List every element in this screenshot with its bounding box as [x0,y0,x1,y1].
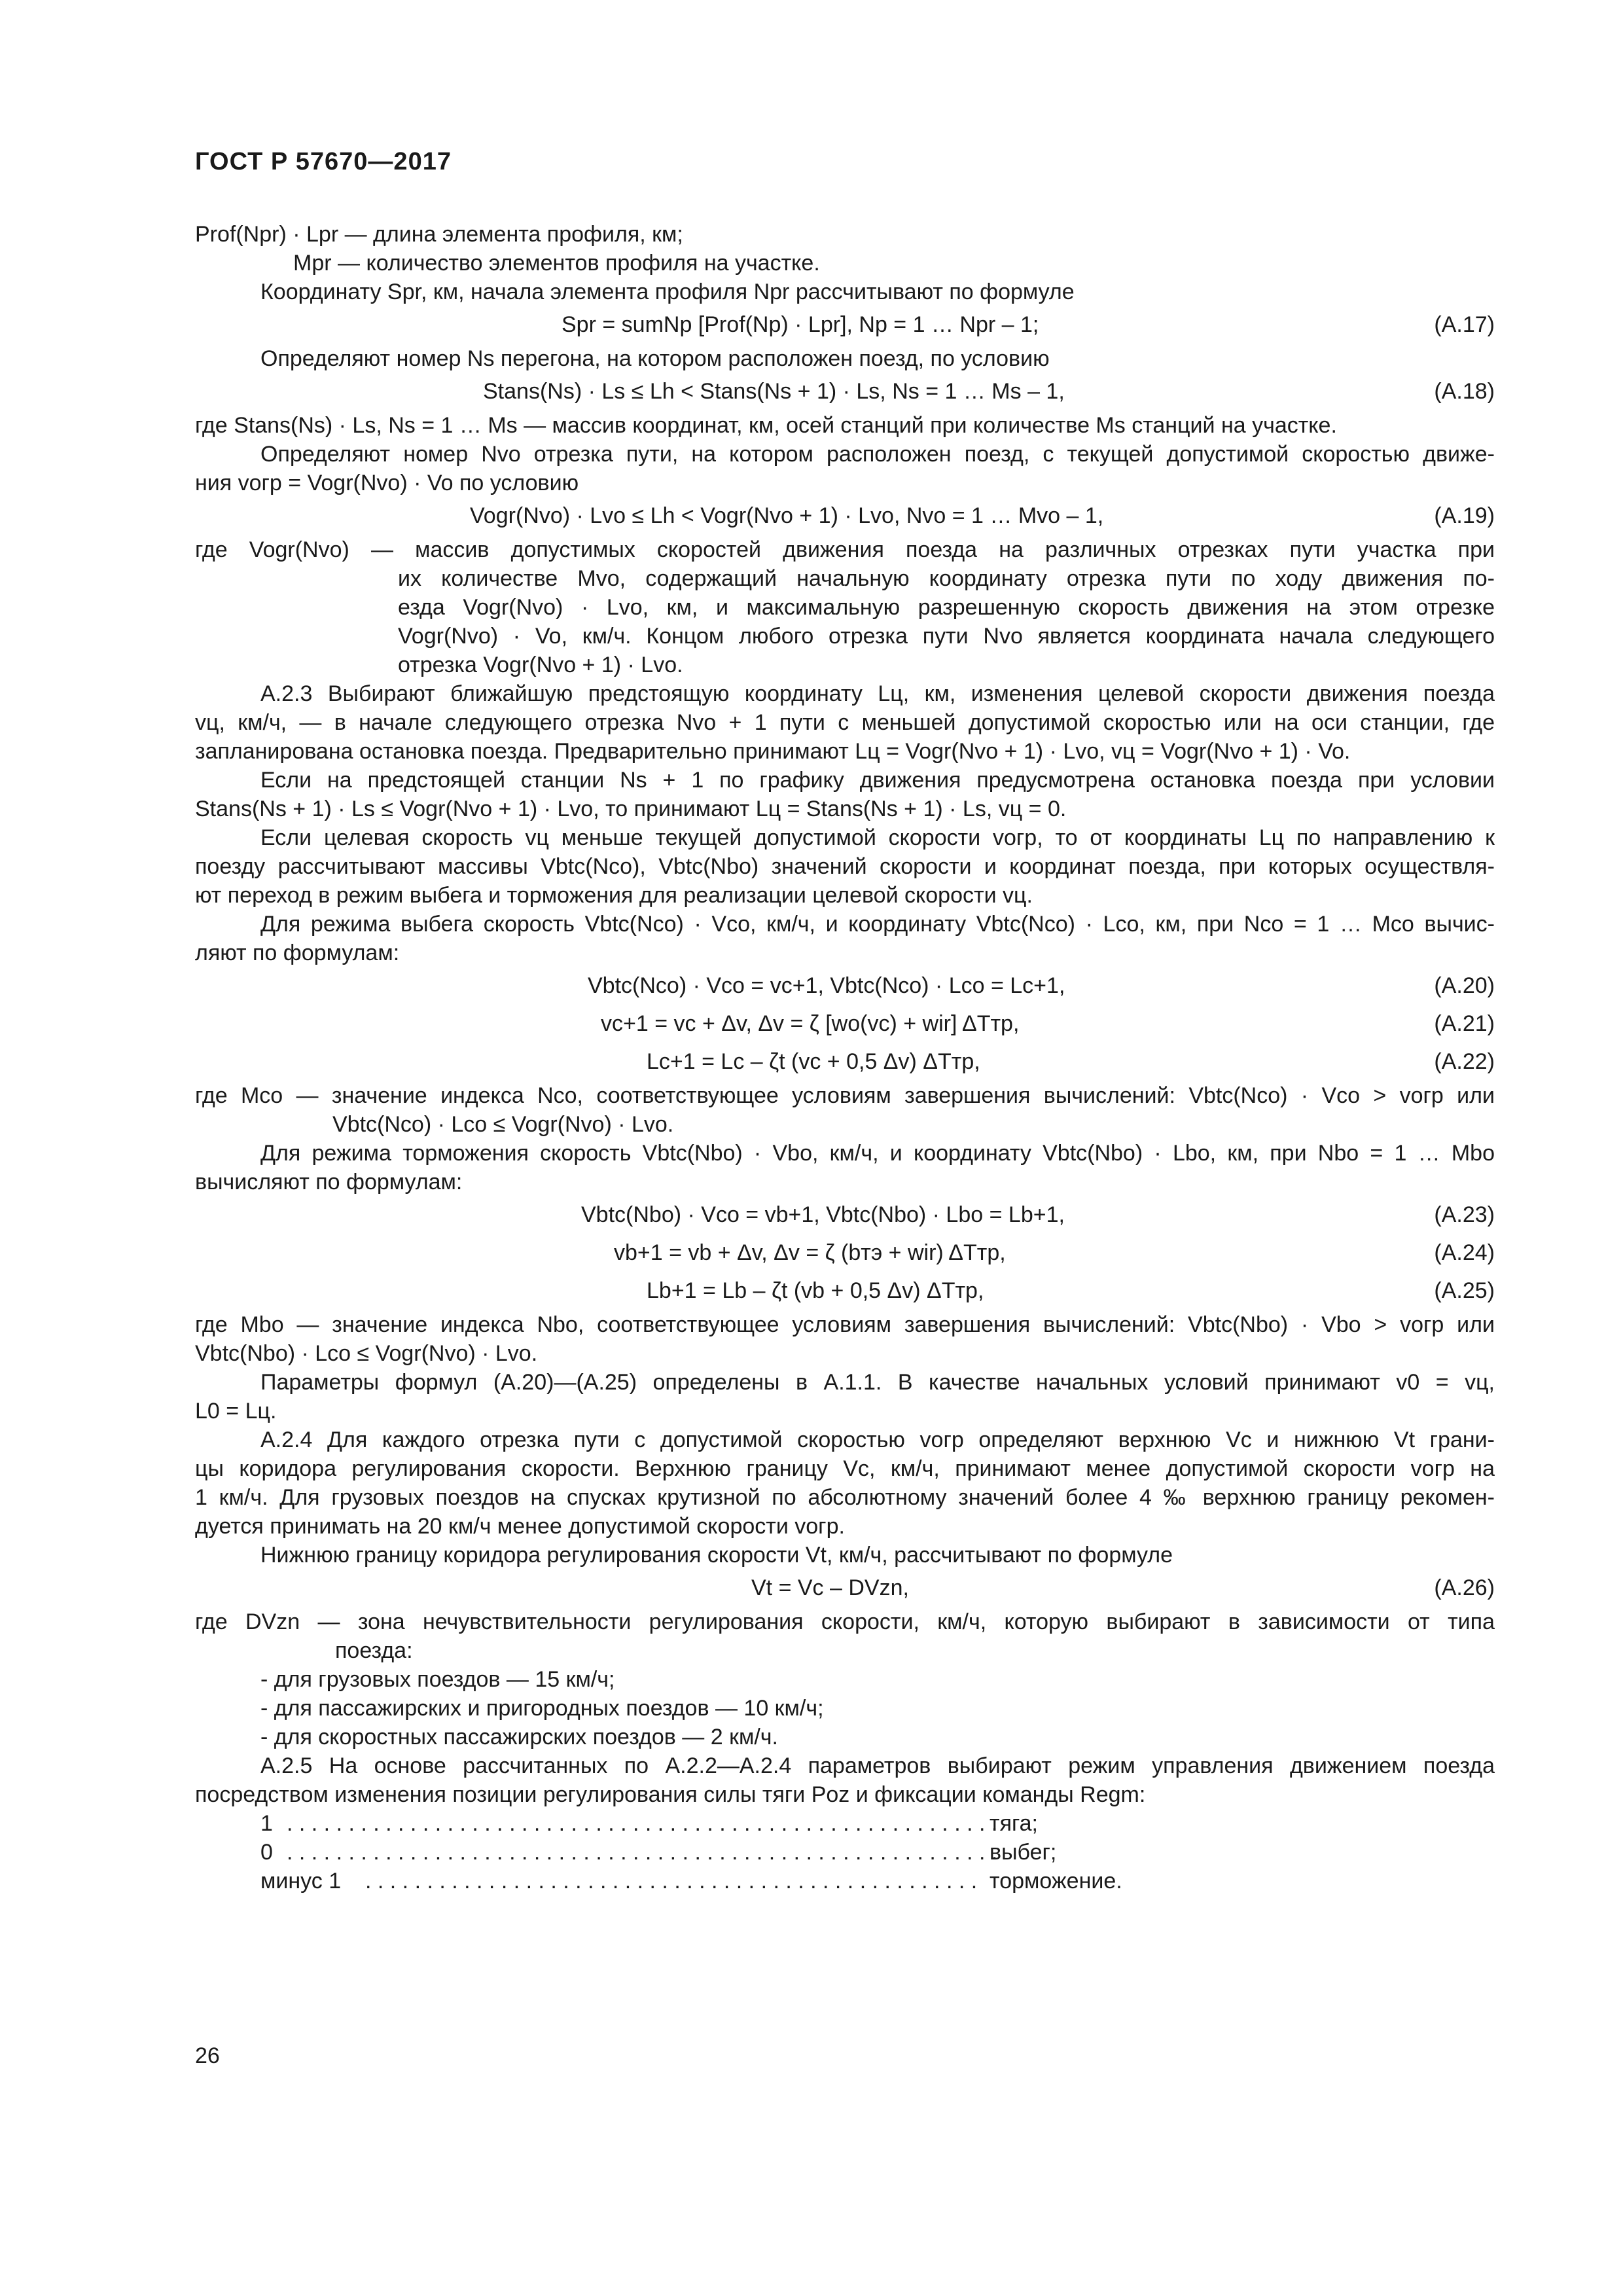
equation-row [195,1570,1495,1607]
equation-row [195,1043,1495,1081]
equation: Stans(Ns) · Ls ≤ Lh < Stans(Ns + 1) · Ls, Ns = 1 … Ms – 1, [483,379,1065,404]
text-line: ют переход в режим выбега и торможения для реализации целевой скорости vц. [195,883,1033,908]
equation-row [195,1005,1495,1043]
regime-label: выбег; [990,1840,1057,1865]
text-line: где Mbo — значение индекса Nbo, соответствующее условиям завершения вычислений: Vbtc(Nbo) · Vbo > vогр или [195,1312,1495,1337]
text-line: ляют по формулам: [195,941,400,965]
text-line: Параметры формул (А.20)—(А.25) определены в А.1.1. В качестве начальных условий принимают v0 = vц, [260,1370,1495,1395]
text-line: где Vogr(Nvo) — массив допустимых скоростей движения поезда на различных отрезках пути участка при [195,537,1495,562]
text-line: Если целевая скорость vц меньше текущей допустимой скорости vогр, то от координаты Lц по направлению к [260,825,1495,850]
regime-row [195,1867,1495,1895]
equation-row [195,1234,1495,1272]
equation-number: (А.17) [1434,312,1495,337]
text-line: их количестве Mvo, содержащий начальную координату отрезка пути по ходу движения по- [398,566,1495,591]
text-line: А.2.5 На основе рассчитанных по А.2.2—А.2.4 параметров выбирают режим управления движением поезда [260,1753,1495,1778]
text-line: езда Vogr(Nvo) · Lvo, км, и максимальную разрешенную скорость движения на этом отрезке [398,595,1495,620]
equation-number: (А.21) [1434,1011,1495,1036]
equation-row [195,1196,1495,1234]
equation: Vbtc(Nbo) · Vco = vb+1, Vbtc(Nbo) · Lbo = Lb+1, [581,1202,1065,1227]
equation-number: (А.25) [1434,1278,1495,1303]
regime-value: 1 [260,1811,273,1836]
text-line: Для режима торможения скорость Vbtc(Nbo) · Vbo, км/ч, и координату Vbtc(Nbo) · Lbo, км, при Nbo = 1 … Mbo [260,1141,1495,1166]
text-line: Определяют номер Nvo отрезка пути, на котором расположен поезд, с текущей допустимой скоростью движе- [260,442,1495,467]
leader-dots: . . . . . . . . . . . . . . . . . . . . . . . . . . . . . . . . . . . . . . . . . . . . . . . . . . . . . . . . . . [287,1811,998,1836]
text-line: поезда: [335,1638,413,1663]
equation: Vt = Vc – DVzn, [751,1575,909,1600]
equation-number: (А.23) [1434,1202,1495,1227]
text-line: цы коридора регулирования скорости. Верхнюю границу Vc, км/ч, принимают менее допустимой скорости vогр на [195,1456,1495,1481]
text-line: посредством изменения позиции регулирования силы тяги Poz и фиксации команды Regm: [195,1782,1146,1807]
equation-number: (А.24) [1434,1240,1495,1265]
text-line: поезду рассчитывают массивы Vbtc(Nco), Vbtc(Nbo) значений скорости и координат поезда, при которых осуществля- [195,854,1495,879]
equation: Vogr(Nvo) · Lvo ≤ Lh < Vogr(Nvo + 1) · Lvo, Nvo = 1 … Mvo – 1, [470,503,1104,528]
text-line: Определяют номер Ns перегона, на котором расположен поезд, по условию [260,346,1050,371]
text-line: 1 км/ч. Для грузовых поездов на спусках крутизной по абсолютному значений более 4 ‰ верхнюю границу рекомен- [195,1485,1495,1510]
text-line: Stans(Ns + 1) · Ls ≤ Vogr(Nvo + 1) · Lvo, то принимают Lц = Stans(Ns + 1) · Ls, vц = 0. [195,797,1067,821]
equation-row [195,497,1495,535]
text-line: Prof(Npr) · Lpr — длина элемента профиля, км; [195,222,683,247]
equation: vc+1 = vc + Δv, Δv = ζ [wo(vc) + wir] ΔTтр, [601,1011,1020,1036]
text-line: vц, км/ч, — в начале следующего отрезка Nvo + 1 пути с меньшей допустимой скоростью или на оси станции, где [195,710,1495,735]
regime-value: 0 [260,1840,273,1865]
regime-value: минус 1 [260,1869,342,1893]
text-line: вычисляют по формулам: [195,1170,463,1194]
equation-number: (А.26) [1434,1575,1495,1600]
text-line: запланирована остановка поезда. Предварительно принимают Lц = Vogr(Nvo + 1) · Lvo, vц = Vogr(Nvo + 1) · Vo. [195,739,1351,764]
text-line: Если на предстоящей станции Ns + 1 по графику движения предусмотрена остановка поезда при условии [260,768,1495,793]
list-item: - для скоростных пассажирских поездов — 2 км/ч. [260,1725,778,1749]
text-line: отрезка Vogr(Nvo + 1) · Lvo. [398,653,683,677]
document-header: ГОСТ Р 57670—2017 [195,148,452,175]
text-line: Vbtc(Nbo) · Lco ≤ Vogr(Nvo) · Lvo. [195,1341,538,1366]
equation: Lb+1 = Lb – ζt (vb + 0,5 Δv) ΔTтр, [647,1278,984,1303]
equation-number: (А.19) [1434,503,1495,528]
text-line: Для режима выбега скорость Vbtc(Nco) · Vco, км/ч, и координату Vbtc(Nco) · Lco, км, при Nco = 1 … Mco вычис- [260,912,1495,937]
equation: Lc+1 = Lc – ζt (vc + 0,5 Δv) ΔTтр, [647,1049,980,1074]
regime-label: торможение. [990,1869,1122,1893]
text-line: дуется принимать на 20 км/ч менее допустимой скорости vогр. [195,1514,845,1539]
text-line: А.2.3 Выбирают ближайшую предстоящую координату Lц, км, изменения целевой скорости движения поезда [260,681,1495,706]
text-line: где Mco — значение индекса Nco, соответствующее условиям завершения вычислений: Vbtc(Nco) · Vco > vогр или [195,1083,1495,1108]
page-body [195,220,1495,1895]
equation-number: (А.18) [1434,379,1495,404]
equation: vb+1 = vb + Δv, Δv = ζ (bтэ + wir) ΔTтр, [614,1240,1006,1265]
equation: Vbtc(Nco) · Vco = vc+1, Vbtc(Nco) · Lco = Lc+1, [588,973,1065,998]
list-item: - для грузовых поездов — 15 км/ч; [260,1667,615,1692]
equation-row [195,967,1495,1005]
text-line: где DVzn — зона нечувствительности регулирования скорости, км/ч, которую выбирают в зависимости от типа [195,1609,1495,1634]
text-line: Нижнюю границу коридора регулирования скорости Vt, км/ч, рассчитывают по формуле [260,1543,1173,1568]
equation: Spr = sumNp [Prof(Np) · Lpr], Np = 1 … Npr – 1; [562,312,1039,337]
leader-dots: . . . . . . . . . . . . . . . . . . . . . . . . . . . . . . . . . . . . . . . . . . . . . . . . . . [365,1869,978,1893]
text-line: Vbtc(Nco) · Lco ≤ Vogr(Nvo) · Lvo. [332,1112,674,1137]
regime-row [195,1809,1495,1838]
page-number: 26 [195,2043,220,2068]
leader-dots: . . . . . . . . . . . . . . . . . . . . . . . . . . . . . . . . . . . . . . . . . . . . . . . . . . . . . . . . . . [287,1840,998,1865]
equation-row [195,373,1495,411]
text-line: где Stans(Ns) · Ls, Ns = 1 … Ms — массив координат, км, осей станций при количестве Ms станций на участке. [195,413,1337,438]
text-line: ния vогр = Vogr(Nvo) · Vo по условию [195,471,579,495]
equation-number: (А.22) [1434,1049,1495,1074]
equation-number: (А.20) [1434,973,1495,998]
text-line: L0 = Lц. [195,1399,277,1424]
list-item: - для пассажирских и пригородных поездов — 10 км/ч; [260,1696,824,1721]
text-line: Vogr(Nvo) · Vo, км/ч. Концом любого отрезка пути Nvo является координата начала следующего [398,624,1495,649]
equation-row [195,306,1495,344]
text-line: Mpr — количество элементов профиля на участке. [293,251,820,276]
text-line: Координату Spr, км, начала элемента профиля Npr рассчитывают по формуле [260,279,1075,304]
equation-row [195,1272,1495,1310]
regime-row [195,1838,1495,1867]
text-line: А.2.4 Для каждого отрезка пути с допустимой скоростью vогр определяют верхнюю Vc и нижнюю Vt грани- [260,1427,1495,1452]
regime-label: тяга; [990,1811,1038,1836]
